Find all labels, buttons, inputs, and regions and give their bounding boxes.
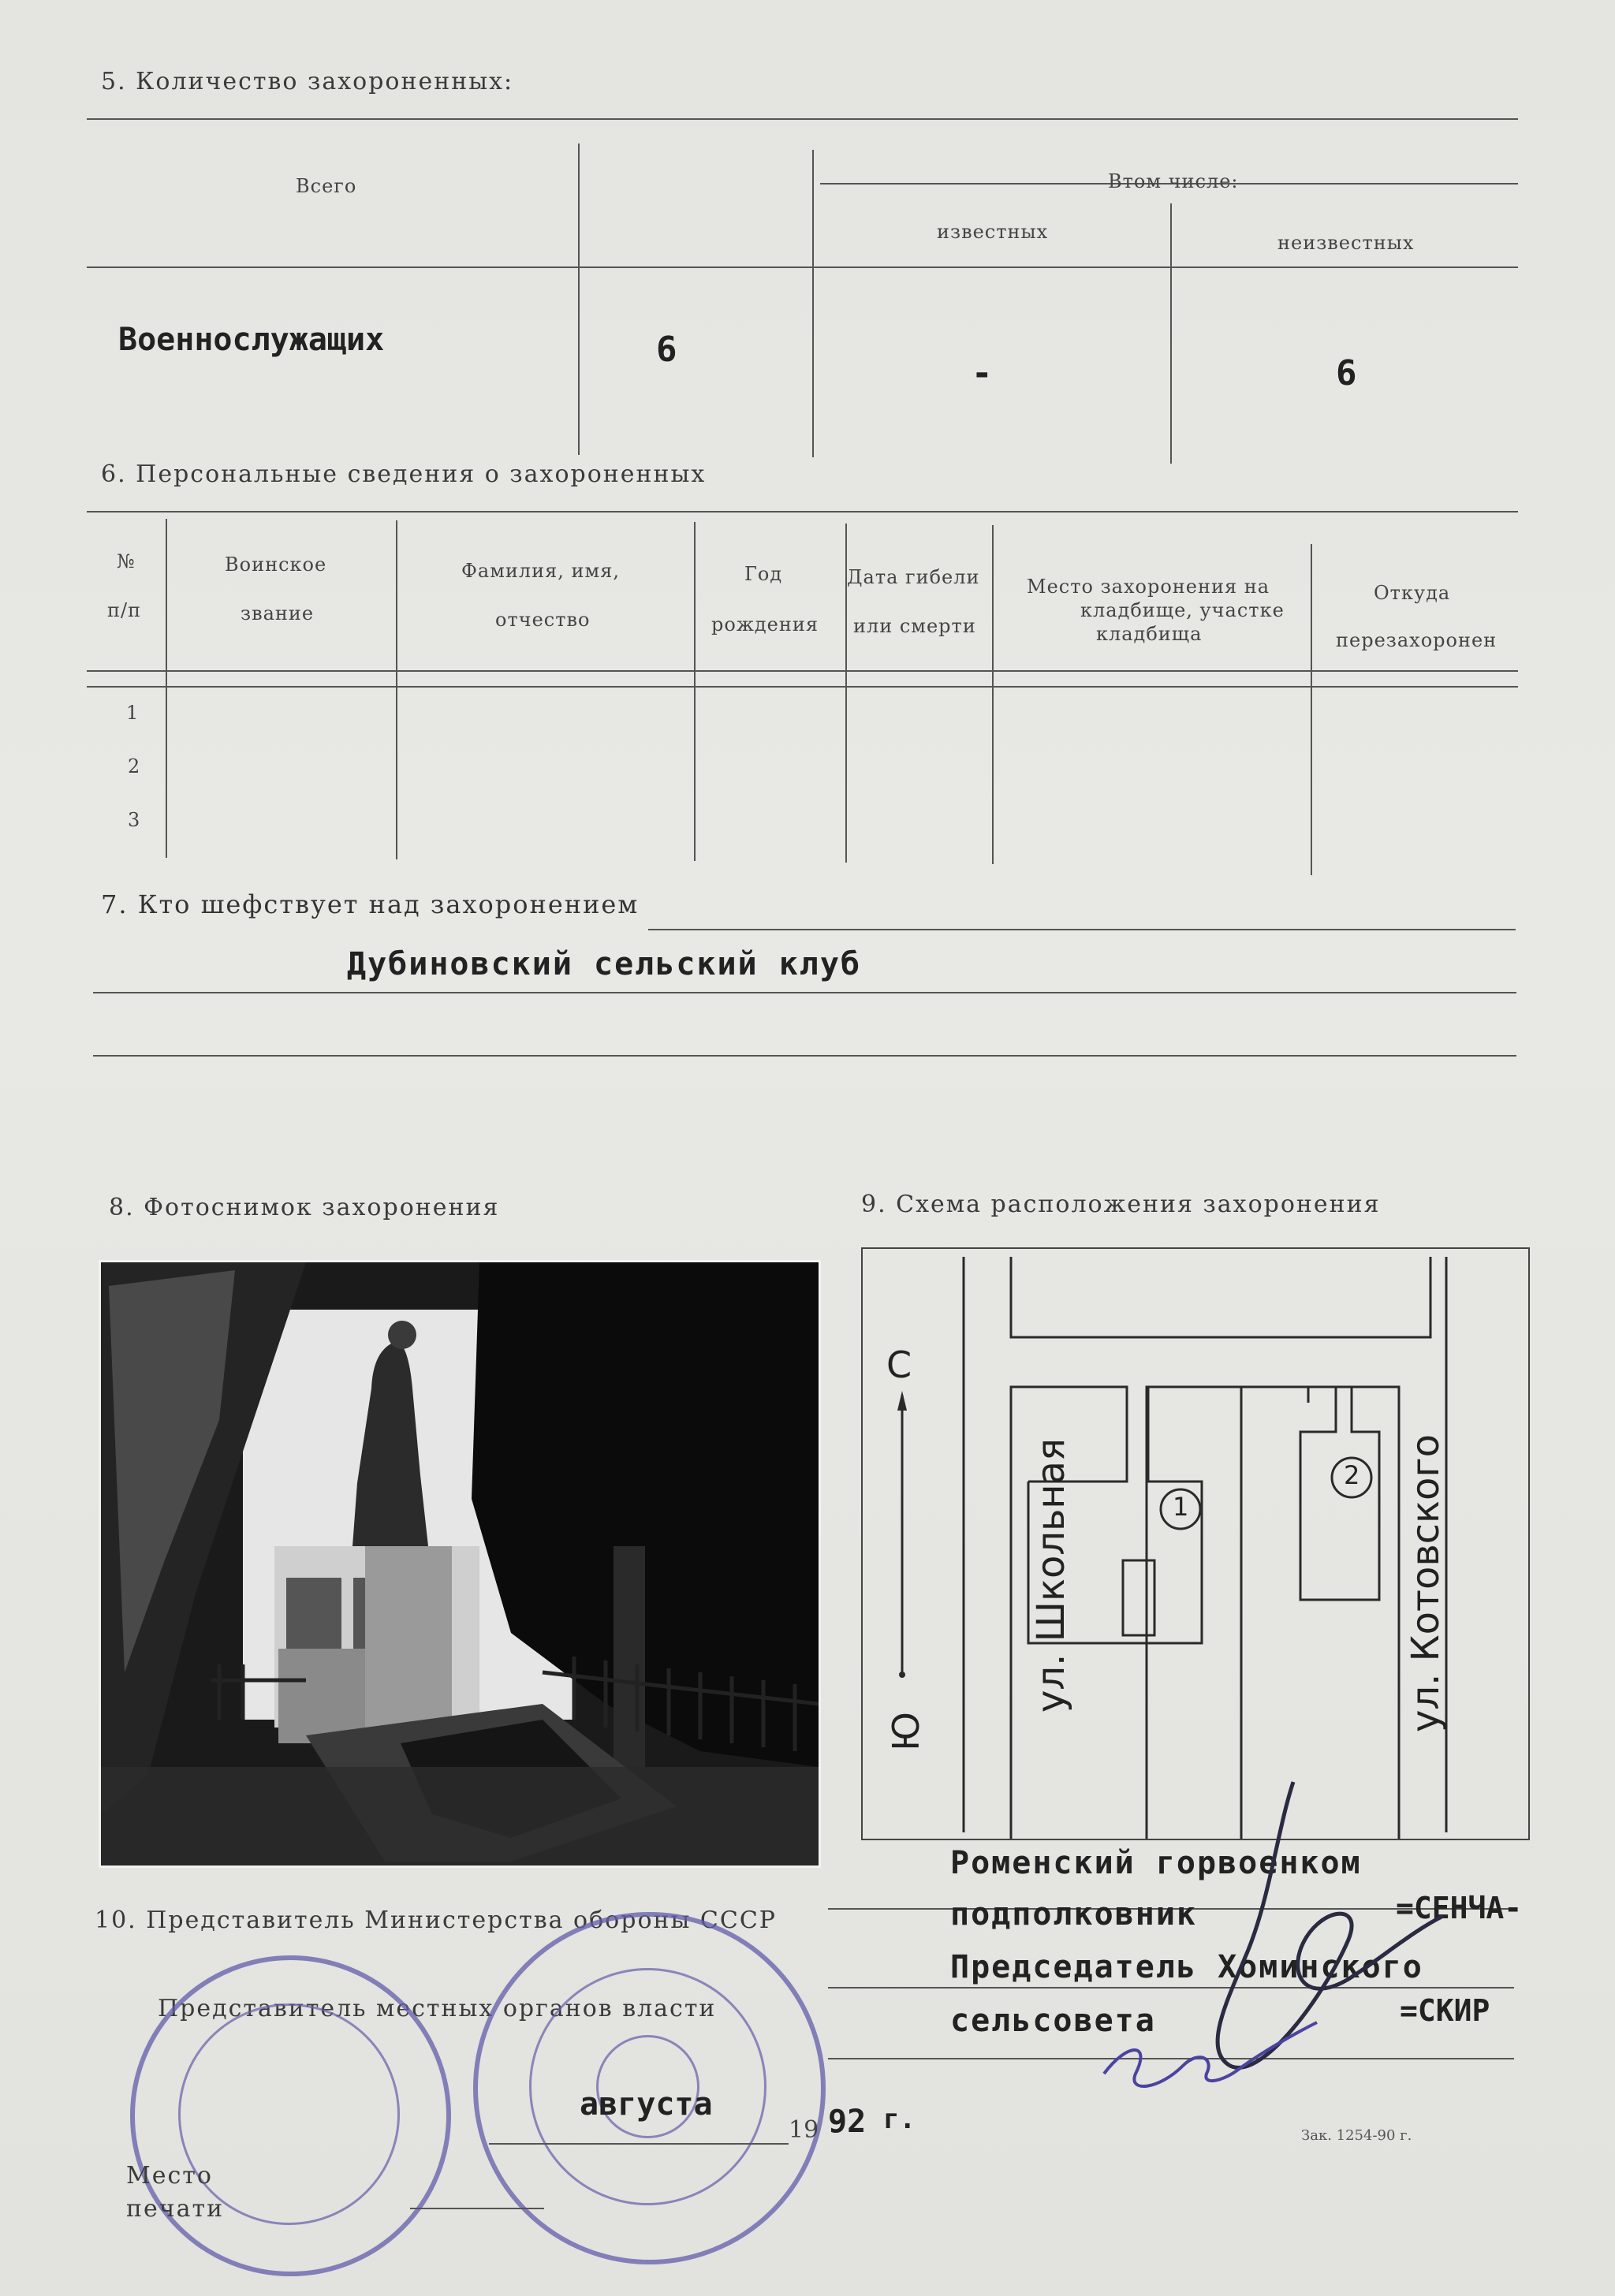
typed-name-skir: =СКИР (1400, 1993, 1490, 2028)
rule (93, 1055, 1516, 1057)
rule (396, 520, 397, 859)
col-including-header: Втом числе: (1108, 170, 1239, 192)
row-military-label: Военнослужащих (118, 322, 385, 358)
grave-marker-2: 2 (1344, 1460, 1360, 1490)
memorial-photo (99, 1260, 821, 1868)
north-label: С (886, 1344, 912, 1386)
location-scheme (861, 1247, 1530, 1840)
rule (87, 118, 1518, 120)
unknown-count: 6 (1336, 353, 1357, 393)
typed-rank: подполковник (950, 1896, 1197, 1933)
known-count: - (972, 353, 993, 393)
section6-title: 6. Персональные сведения о захороненных (101, 460, 707, 488)
street-shkolnaya: ул. Школьная (1029, 1438, 1073, 1713)
signature-chairman (1088, 2003, 1341, 2105)
hdr-from: Откуда (1374, 582, 1451, 604)
military-commissariat-stamp (130, 1955, 451, 2276)
rule (93, 992, 1516, 993)
col-known-header: известных (937, 221, 1049, 243)
hdr-birth: Год (744, 563, 783, 585)
typed-council: сельсовета (950, 2003, 1156, 2039)
rule (87, 670, 1518, 672)
rule (410, 2208, 544, 2209)
hdr-rank: Воинское (225, 554, 327, 576)
typed-chairman: Председатель Хоминского (950, 1949, 1423, 1985)
total-count: 6 (656, 330, 677, 370)
hdr-num: № (117, 550, 136, 572)
memorial-photo-image (101, 1262, 819, 1866)
section7-title: 7. Кто шефствует над захоронением (101, 889, 640, 919)
rule (648, 929, 1516, 930)
hdr-place: кладбища (1096, 623, 1203, 645)
date-month: августа (580, 2086, 713, 2123)
rule (1170, 203, 1172, 464)
hdr-birth: рождения (711, 613, 819, 636)
date-g: г. (883, 2104, 916, 2135)
hdr-death: или смерти (853, 615, 976, 637)
rule (87, 511, 1518, 512)
street-kotovskogo: ул. Котовского (1404, 1434, 1448, 1732)
hdr-name: отчество (495, 609, 591, 631)
rule (87, 266, 1518, 268)
section5-title: 5. Количество захороненных: (101, 68, 514, 95)
section10-title: 10. Представитель Министерства обороны СССР (95, 1906, 777, 1934)
hdr-name: Фамилия, имя, (461, 560, 620, 582)
hdr-place: кладбище, участке (1080, 599, 1285, 621)
rule (694, 522, 696, 861)
rule (87, 686, 1518, 688)
grave-marker-1: 1 (1173, 1492, 1189, 1522)
col-total-header: Всего (296, 175, 357, 197)
hdr-place: Место захоронения на (1027, 576, 1270, 598)
stamp-inner-ring (178, 2003, 400, 2225)
hdr-death: Дата гибели (847, 566, 980, 588)
row-number: 2 (128, 755, 141, 777)
typed-voenkom: Роменский горвоенком (950, 1845, 1362, 1881)
date-year: 92 (828, 2104, 867, 2140)
hdr-num: п/п (107, 599, 142, 621)
row-number: 1 (126, 702, 140, 724)
section9-title: 9. Схема расположения захоронения (861, 1191, 1381, 1218)
rule (1311, 544, 1312, 875)
print-info: Зак. 1254-90 г. (1301, 2127, 1412, 2144)
hdr-from: перезахоронен (1336, 629, 1498, 651)
rule (578, 144, 580, 455)
col-unknown-header: неизвестных (1277, 232, 1415, 254)
patron-organization: Дубиновский сельский клуб (347, 946, 862, 982)
section8-title: 8. Фотоснимок захоронения (109, 1194, 500, 1221)
row-number: 3 (128, 809, 141, 831)
rule (812, 150, 814, 457)
hdr-rank: звание (241, 602, 315, 624)
rule (992, 525, 994, 864)
seal-place-label: печати (126, 2195, 225, 2223)
local-authority-label: Представитель местных органов власти (158, 1995, 717, 2022)
typed-name-sencha: =СЕНЧА- (1396, 1891, 1523, 1925)
rule (166, 519, 167, 858)
rule (489, 2143, 789, 2145)
seal-place-label: Место (126, 2162, 213, 2190)
date-year-prefix: 19 (789, 2116, 819, 2144)
south-label: Ю (884, 1712, 927, 1751)
